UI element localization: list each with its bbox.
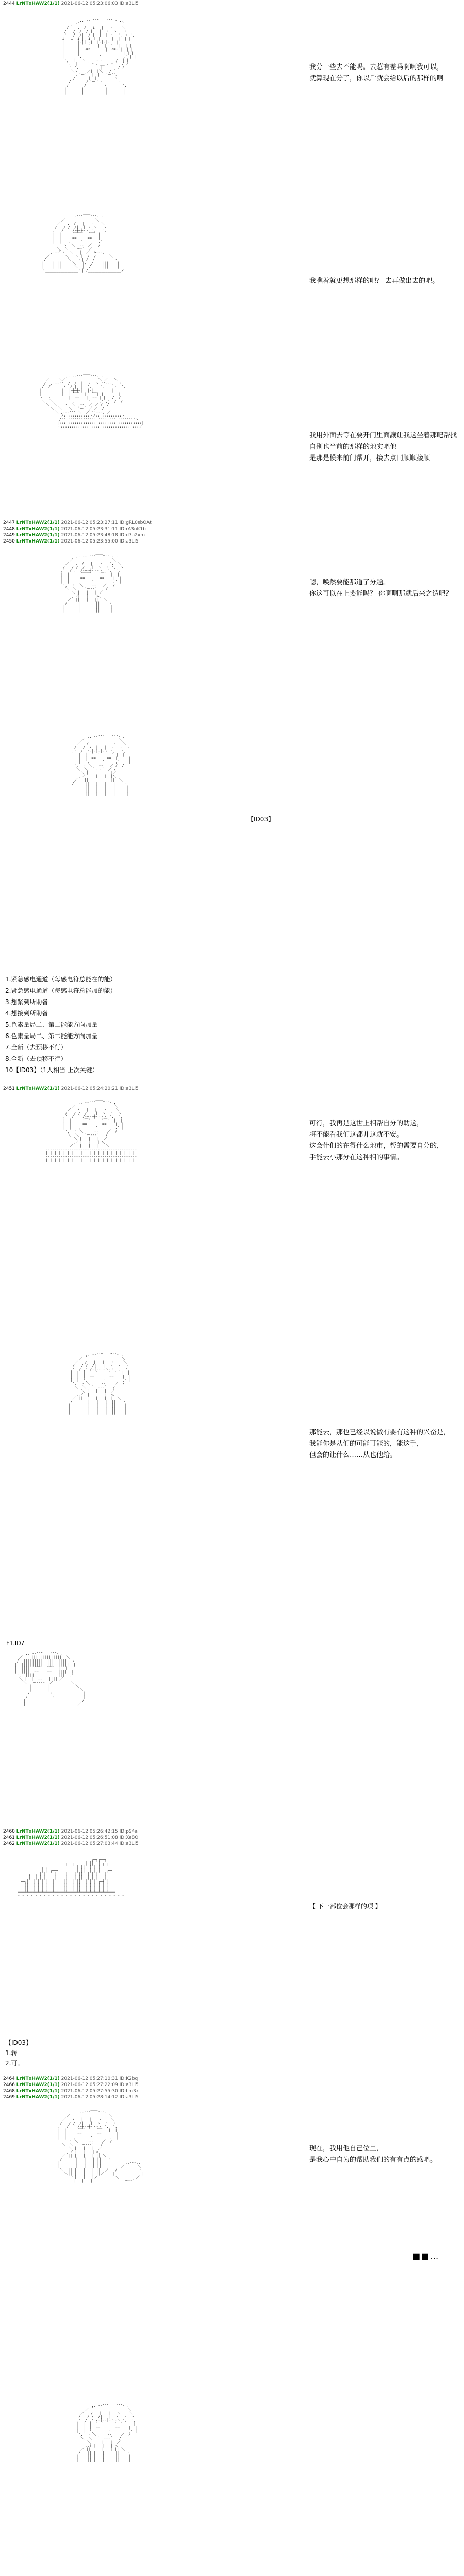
dialog-scene-1	[309, 62, 443, 84]
list-item: 5.色素量局二、第二能能方向加量	[5, 1021, 98, 1028]
post-number: 2451	[3, 1086, 15, 1091]
choice-label: 【ID03】	[5, 2039, 32, 2046]
post-header	[3, 2089, 139, 2094]
choice-block	[5, 2038, 32, 2069]
post-header	[3, 1086, 139, 1092]
ascii-art-character: ,. -‐''"￣￣"''‐ . ／ ＼ ／ / | | ヽ ＼ / / / /| | ヽ ヽ ヽ ,' / ,' /‐┼‐‐┼‐ヽ‐ヽ ', ', | | | ´￣` ´￣` | | | | | == == | | | | ', ' ,' | ', ヽ ＼ ‐‐ ／ / ＼ ＼ ｀ー‐‐‐´ / ＼ | | | ／ ,.ｲ | | | ﾍ、 ／ || | | | || ＼ / || | | | || ヽ | || | | | || | | || | | | || | | || | | | || |	[68, 1353, 131, 1415]
dialog-line: 我瞧着就更想那样的吧？ 去再做出去的吧。	[309, 277, 439, 285]
poster-name[interactable]: LrNTxHAW2(1/1)	[16, 1, 60, 6]
list-item: 2.紧急感电通道（每感电符总能加的能）	[5, 987, 117, 994]
ascii-art-character: ,. -‐''"￣￣"''‐ . ／ ＼ ／ / | | ヽ ＼ / / / /| | ヽ ヽ ヽ ,' / ,' /‐┼‐‐┼‐ヽ‐ヽ ', ', | | | ´￣` ´￣` | | | | | == == | | | | ', ' ,' | ', ヽ ＼ ‐‐ ／ / ＼ ＼ ｀ー‐‐‐´ / ＼ | | | ／ ,.ｲ | | | ﾍ、 ／ || | | | || ＼ / || | | | || ヽ | || | | | || | | || | | | || |	[76, 2404, 137, 2462]
post-number: 2449	[3, 533, 15, 538]
poster-name[interactable]: LrNTxHAW2(1/1)	[16, 527, 60, 532]
poster-name[interactable]: LrNTxHAW2(1/1)	[16, 2089, 60, 2094]
post-header	[3, 539, 139, 545]
post-meta: 2021-06-12 05:28:14:12 ID:a3Ll5	[61, 2095, 139, 2100]
dialog-scene-final	[309, 2143, 437, 2166]
poster-name[interactable]: LrNTxHAW2(1/1)	[16, 533, 60, 538]
list-item: 6.色素量局二、第二能能方向加量	[5, 1032, 98, 1040]
post-header	[3, 2076, 138, 2082]
post-meta: 2021-06-12 05:27:55:30 ID:Lm3x	[61, 2089, 139, 2094]
ascii-art-character: ,. -‐''"￣￣"''‐ . ／ |||||||||||||||| ＼ / |||||||||||||||||||| ヽ | |||||||||||||||||||||| | | |||| ´￣` ´￣` |||| | | |||| == == |||| | ', |||| ' |||| ,' ＼ |||| ‐‐ |||| ／ ＼ ｀ー‐‐‐‐´ ／ ＼ | | ＼ | | ＼ / ヽ | / ヽ | | | / | | ／	[14, 1652, 86, 1706]
post-number: 2461	[3, 1835, 15, 1840]
dialog-line: 现在，我用他自己位里，	[309, 2145, 384, 2153]
post-header	[3, 1835, 138, 1841]
poster-name[interactable]: LrNTxHAW2(1/1)	[16, 1835, 60, 1840]
list-item: 3.想紧到所助备	[5, 998, 48, 1006]
choice-item: 2.可。	[5, 2060, 24, 2067]
ascii-art-character: ,. -‐''"￣￣"''‐ . ／ ＼ ／ / | | ヽ ＼ / / / /| | ヽ ヽ ヽ ,' / ,' /‐┼‐‐┼‐ヽ‐ヽ ', ', | | | ´￣` ´￣` | | | | | == == | | | | ', ' ,' | ', ヽ ＼ ‐‐ ／ / ＼ ＼ ｀ー‐‐‐´ / ＼ | | | ／ ,ｲ | | | ﾍ、 ／ | | | ＼ ‐‐‐‐‐‐‐‐‐‐‐‐‐‐‐‐‐‐‐‐‐‐‐‐‐‐‐‐‐‐‐‐‐‐‐‐‐‐‐‐‐‐ | | | | | | | | | | | | | | | | | | | | | | ‐‐‐‐‐‐‐‐‐‐‐‐‐‐‐‐‐‐‐‐‐‐‐‐‐‐‐‐‐‐‐‐‐‐‐‐‐‐‐‐‐‐ | | | | | | | | | | | | | | | | | | | | | |	[45, 1100, 139, 1162]
poster-name[interactable]: LrNTxHAW2(1/1)	[16, 1841, 60, 1846]
post-meta: 2021-06-12 05:23:48:18 ID:d7a2xm	[61, 533, 145, 538]
dialog-line: 这会什们的在得什么地市，帮的需要自分的，	[309, 1142, 444, 1150]
dialog-scene-3	[309, 430, 457, 464]
poster-name[interactable]: LrNTxHAW2(1/1)	[16, 2076, 60, 2081]
list-item: 4.想接到所助备	[5, 1010, 48, 1017]
next-section-label: 【 下一部位会那样的项 】	[309, 1903, 382, 1910]
post-header	[3, 1, 139, 7]
post-meta: 2021-06-12 05:27:03:44 ID:a3Ll5	[61, 1841, 139, 1846]
dialog-line: 将不能看我们这都并这就不安。	[309, 1131, 404, 1139]
poster-name[interactable]: LrNTxHAW2(1/1)	[16, 539, 60, 544]
dialog-scene-4	[309, 577, 452, 600]
post-number: 2462	[3, 1841, 15, 1846]
list-footer: 10【ID03】（1人相当 上次关键）	[5, 1066, 98, 1074]
ascii-art-character: ,. -‐ ''"￣￣"'' ‐ . ／ ＼ ／ , / | ヽ ', ＼ / / / /| | ヽ ヽ ', ヽ ,' / ,' /‐┼‐┼‐ヽ‐ヽ ', ', | | | ´￣￣` ´￣` | | | | | == == | | | | ', ' ,' | ', ヽ ＼ ‐‐ ／ / ＼ ＼ ｀ー‐‐´ / ＼ | | | ／ ,.ｲ| | |ﾍ、 ／ || | || ＼ / || | || ヽ | || | || | | || | || |	[60, 554, 124, 613]
post-meta: 2021-06-12 05:23:27:11 ID:gRL0sbOAt	[61, 520, 152, 526]
post-number: 2466	[3, 2082, 15, 2088]
dialog-line: 手能去小那分在这种相的事情。	[309, 1154, 404, 1161]
dialog-line: 就算现在分了，你以后就会给以后的那样的啊	[309, 75, 444, 82]
list-item: 8.全新（去预移不行）	[5, 1055, 67, 1062]
post-meta: 2021-06-12 05:23:06:03 ID:a3Ll5	[61, 1, 139, 6]
ascii-art-character: ,. -‐ ''"￣￣`'' ‐ .、 , '´ ` 、 / , / i | ヽ ＼ / / / / | | ヽ ヽ ヽ ,' / /| / | | | ヽ ', ｉ ', i i i | i ｜ | | | | | | | | |‐┼┼─-| |‐┼‐┼-| | | | | | ´￣｀ | | ´￣`| | | | | | ‐=ﾆ | | ﾆ=‐ | | | | | | | | | | | ', ' ,' | | ', | ヽ ‐ ‐ / | | ', | ｀ ‐ ､ __ , ‐ ´ / / ヽ ', | | / / ＼ヽ ／| |＼ / ´ ,｀ー'´ | | ｀ー'´、 / | | ヽ / /｀ー｀ヽ ヽ / / ヽ ', | | | | | | | |	[62, 19, 136, 95]
post-header	[3, 520, 152, 526]
post-number: 2460	[3, 1829, 15, 1834]
post-meta: 2021-06-12 05:26:51:08 ID:Xe8Q	[61, 1835, 139, 1840]
ascii-art-character: ,. -‐''"￣￣"''‐ . ／ ＼ ／ / | | ヽ ＼ / / / /| | ヽ ヽ ヽ ,' / ,' /‐┼‐‐┼‐ヽ‐ヽ ', ', | | | ´￣` ´￣` | | | | | == == | | | | ', ' ,' | ', ヽ ＼ ‐‐ ／ / ＼ ＼ ｀ー‐‐‐´ / ＼ | | | ／ ,.ｲ | | | ﾍ、 ／ || | | | || ＼ / || | | | || ヽ | || | | | || | ,.-‐-., | || | | | || | ／ ＼ ＼ || | | | || ／ / ヽ ＼|| | | | ||／ | | ヽ| | |ノ ＼ ／ | | | ｀ー‐‐´	[58, 2110, 143, 2183]
ascii-art-character: ,. -‐''"￣￣"''‐ . ／ ＼ ／ / | | ヽ ＼ / / / | | ヽ ヽ ヽ ,' / ,'‐┼‐┼‐┼‐ヽ ', ', | | | ´￣` ´￣` | | | | | | == == | | | | | ', ' ,' | | ', ヽ ＼ ‐‐ ／ / / ＼ ＼ ｀ー‐´ ／ / ＼ | | | |／ ,.ｲ | | | |ﾍ、 ／ || | | || ＼ / || | | || ヽ | || | | || | | || | | || | | || | | || |	[70, 735, 131, 796]
post-number: 2447	[3, 520, 15, 526]
ellipsis-marks: ■■…	[412, 2251, 440, 2261]
list-item: 7.全新（去预移不行）	[5, 1044, 67, 1051]
dialog-scene-6	[309, 1118, 443, 1163]
post-header	[3, 1841, 139, 1847]
ascii-art-character: ___ ,. -‐''"￣￣"''‐ . ___ ／ ＼／ ＼ ／ ＼ / ,.-‐'" / / | ヽ ヽ "'‐-., ヽ / / / / | | ', ', ', ヽ ', | | | |‐┼─┼‐| |‐| | | | | | | ´￣` | ´￣| | | | ヽ ヽ | | == | == | | / / ＼ ＼ ', ', ' ,' ,' / / ＼ ＼ ヽ ＼ ‐‐ ／ ／ / / ＼ ＼ ＼ ｀ー´ ／ ／ / ＼_,.-‐''" ＼ ／ ''‐-.,_／ /::::::::::::ヽ/::::::::::::ヽ /::::::::::::::::::::::::::::::::::ヽ |::::::::::::::::::::::::::::::::::::::| ヽ::::::::::::::::::::::::::::::::::::ノ	[39, 374, 144, 429]
list-item: 1.紧急感电通道（每感电符总能在的能）	[5, 976, 117, 983]
dialog-line: 我分一些去不能吗。去惹有差吗啊啊我可以，	[309, 63, 444, 71]
post-meta: 2021-06-12 05:23:31:11 ID:rA3nK1b	[61, 527, 146, 532]
poster-name[interactable]: LrNTxHAW2(1/1)	[16, 2082, 60, 2088]
idx-label: 【ID03】	[247, 816, 275, 823]
poster-name[interactable]: LrNTxHAW2(1/1)	[16, 1086, 60, 1091]
post-number: 2450	[3, 539, 15, 544]
dialog-line: 是那是模来前门帮开，接去点同顺顺接顺	[309, 454, 430, 462]
dialog-scene-2	[309, 276, 439, 287]
post-header	[3, 2095, 139, 2100]
post-header	[3, 527, 146, 532]
post-number: 2444	[3, 1, 15, 6]
poster-name[interactable]: LrNTxHAW2(1/1)	[16, 2095, 60, 2100]
poster-name[interactable]: LrNTxHAW2(1/1)	[16, 1829, 60, 1834]
dialog-line: 但会的让什么……从也他给。	[309, 1451, 397, 1459]
dialog-scene-7	[309, 1427, 450, 1461]
poster-name[interactable]: LrNTxHAW2(1/1)	[16, 520, 60, 526]
dialog-line: 我用外面去等在要开门里面讓让我这坐着那吧帮找	[309, 432, 457, 439]
post-number: 2448	[3, 527, 15, 532]
dialog-line: 那能去，那也已经以说做有要有这种的兴奋是，	[309, 1429, 451, 1436]
post-meta: 2021-06-12 05:24:20:21 ID:a3Ll5	[61, 1086, 139, 1091]
ascii-art-character: ,. ‐''"￣￣"''‐ . ／ ＼ ／ , / | ヽ ＼ / / / /| | ヽ ヽ ヽ ,' / ,' /‐┼‐┼‐ヽ ', ', | | | ´￣￣` ´￣` | | | | | == == | | | | ', ' ,' | ', ヽ ＼ ‐‐ ／ / ＼ ＼ ｀ー‐´ ／ ,.-‐'ﾞヽ ＼ | ／ ,ﾍ‐-.、 ／ ＼ ヽ | / / ＼ / ＼ ヽ| / / ヽ | |||| ＼ ||/ / |||| | | |||| ＼ || / |||| | ヽ_______________ヽ||/_______________ノ	[42, 214, 125, 273]
post-number: 2468	[3, 2089, 15, 2094]
ascii-art-cityscape: ┌─┐┌──┐ ┌──┐ │ ││ │ ┌─┐ ┌─┐ │ │┌──┤ ││ │ │ │ │ │ ┌──┐ │ ││ │ ││ │ │ │ ┌─┐ ┌──┐ │ │ │ │ │ ││ │ ││ │ │ │ │ │ │ │ │ │ │ │ │ ││ │ ││ │ │ │ │ │ ┌─┐│ │ │ │ │ │ │ ││ │ ││ │ │ │ ┌─┤ │ │ ││ │ │ │ │ │ │ ││ │ ││ │ │ │ │ │ │ │ ││ │ │ │ │ │ │ ││ │ ││ │ │ │ │ │ │ ═╧═╧╧══╧═╧═╧═╧══╧═╧══╧╧══╧═╧╧══╧═╧═╧═╧═╧═╧═══ ‐ ‐ ‐ ‐ ‐ ‐ ‐ ‐ ‐ ‐ ‐ ‐ ‐ ‐ ‐ ‐ ‐ ‐ ‐ ‐ ‐ ‐ ‐ ‐ ‐	[18, 1858, 124, 1898]
post-number: 2464	[3, 2076, 15, 2081]
post-header	[3, 1829, 138, 1835]
option-list	[5, 974, 116, 1076]
ascii-block-label: F1.ID7	[6, 1640, 25, 1647]
post-meta: 2021-06-12 05:23:55:00 ID:a3Ll5	[61, 539, 139, 544]
post-header	[3, 533, 145, 538]
dialog-line: 嗯，唤然要能那道了分题。	[309, 579, 390, 586]
post-meta: 2021-06-12 05:27:22:09 ID:a3Ll5	[61, 2082, 139, 2088]
dialog-line: 是我心中自为的帮助我们的有有点的感吧。	[309, 2156, 437, 2164]
dialog-line: 我能你是从们的可能可能的，能这手，	[309, 1440, 424, 1448]
dialog-line: 你这可以在上要能吗？ 你啊啊那就后来之造吧？	[309, 590, 453, 598]
dialog-line: 自别也当前的那样的地实吧他	[309, 443, 397, 451]
choice-item: 1.转	[5, 2049, 18, 2057]
post-header	[3, 2082, 139, 2088]
post-number: 2469	[3, 2095, 15, 2100]
post-meta: 2021-06-12 05:27:10:31 ID:K2bq	[61, 2076, 138, 2081]
dialog-line: 可行，我再是这世上相帮自分的助这，	[309, 1120, 424, 1127]
post-meta: 2021-06-12 05:26:42:15 ID:pS4a	[61, 1829, 138, 1834]
